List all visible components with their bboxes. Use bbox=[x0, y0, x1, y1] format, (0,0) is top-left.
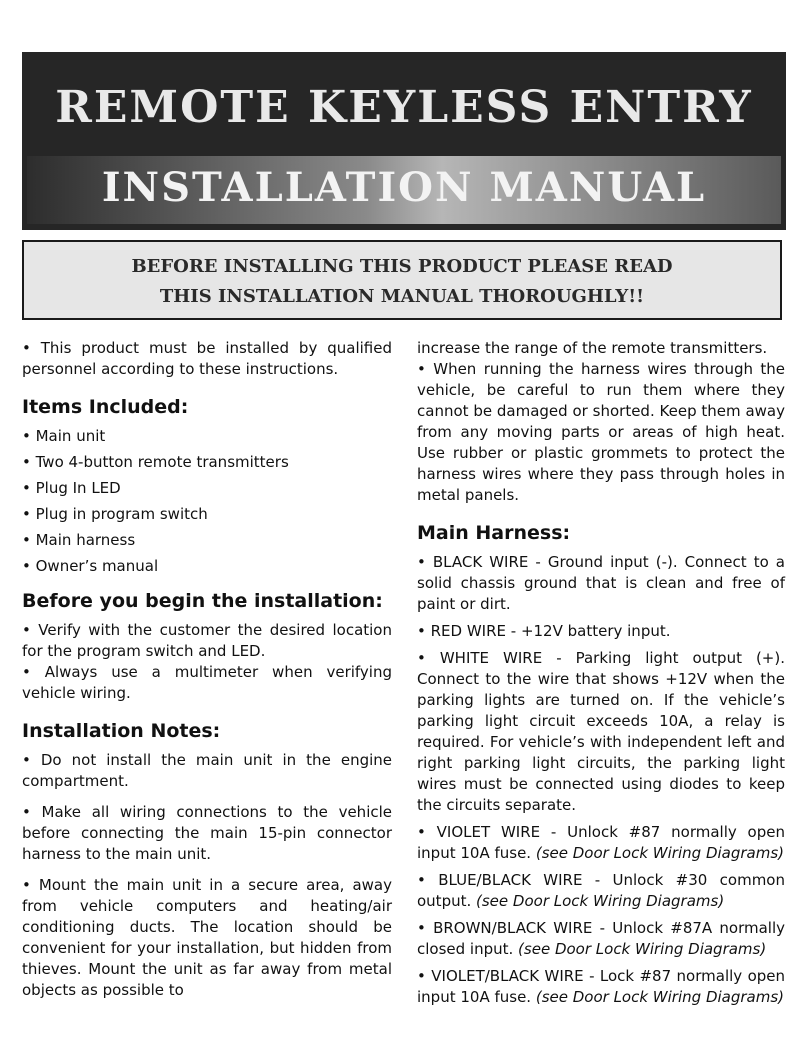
wire-item bbox=[417, 870, 785, 912]
notice-line-2: THIS INSTALLATION MANUAL THOROUGHLY!! bbox=[159, 286, 645, 307]
list-item: • Verify with the customer the desired location for the program switch and LED. bbox=[22, 621, 392, 660]
items-heading: Items Included: bbox=[22, 396, 189, 418]
title-banner bbox=[22, 52, 786, 230]
diagram-reference: (see Door Lock Wiring Diagrams) bbox=[518, 940, 767, 958]
manual-title: REMOTE KEYLESS ENTRY bbox=[55, 82, 753, 133]
list-item: • Main unit bbox=[22, 427, 106, 445]
list-item: • Main harness bbox=[22, 531, 136, 549]
list-item: • Always use a multimeter when verifying vehicle wiring. bbox=[22, 663, 392, 702]
wire-item: • RED WIRE - +12V battery input. bbox=[417, 622, 671, 640]
notice-line-1: BEFORE INSTALLING THIS PRODUCT PLEASE READ bbox=[131, 256, 673, 277]
harness-heading: Main Harness: bbox=[417, 522, 571, 544]
list-item: • Plug In LED bbox=[22, 479, 121, 497]
list-item: • Owner’s manual bbox=[22, 557, 159, 575]
diagram-reference: (see Door Lock Wiring Diagrams) bbox=[535, 988, 785, 1006]
wire-text: • BLUE/BLACK WIRE - Unlock #30 common output. bbox=[417, 871, 785, 910]
wire-item bbox=[417, 918, 785, 960]
continued-text: increase the range of the remote transmitters. bbox=[417, 339, 768, 357]
intro-paragraph: • This product must be installed by qualified personnel according to these instructions. bbox=[22, 339, 392, 378]
list-item: • Two 4-button remote transmitters bbox=[22, 453, 289, 471]
list-item: • Do not install the main unit in the engine compartment. bbox=[22, 751, 392, 790]
diagram-reference: (see Door Lock Wiring Diagrams) bbox=[476, 892, 725, 910]
subtitle-band bbox=[27, 156, 781, 224]
right-column bbox=[417, 338, 785, 1008]
left-column bbox=[22, 338, 392, 1001]
list-item: • Mount the main unit in a secure area, away from vehicle computers and heating/air conditioning ducts. The location should be convenient for your installation, but hidden from thieves. Mount the unit as far away from metal objects as possible to bbox=[22, 876, 392, 999]
wire-item bbox=[417, 822, 785, 864]
wire-item: • WHITE WIRE - Parking light output (+). Connect to the wire that shows +12V when the parking lights are turned on. If the vehicle’s parking light circuit exceeds 10A, a relay is required. For vehicle’s with independent left and right parking light circuits, the parking light wires must be connected using diodes to keep the circuits separate. bbox=[417, 649, 785, 814]
wire-text: • VIOLET WIRE - Unlock #87 normally open input 10A fuse. bbox=[417, 823, 785, 862]
harness-routing-note: • When running the harness wires through the vehicle, be careful to run them where they cannot be damaged or shorted. Keep them away from any moving parts or areas of high heat. Use rubber or plastic grommets to protect the harness wires where they pass through holes in metal panels. bbox=[417, 360, 785, 504]
list-item: • Plug in program switch bbox=[22, 505, 208, 523]
before-heading: Before you begin the installation: bbox=[22, 590, 383, 612]
diagram-reference: (see Door Lock Wiring Diagrams) bbox=[535, 844, 785, 862]
wire-item bbox=[417, 966, 785, 1008]
wire-item: • BLACK WIRE - Ground input (-). Connect to a solid chassis ground that is clean and free of paint or dirt. bbox=[417, 553, 785, 613]
wire-text: • BROWN/BLACK WIRE - Unlock #87A normally closed input. bbox=[417, 919, 785, 958]
warning-notice bbox=[22, 240, 782, 320]
manual-subtitle: INSTALLATION MANUAL bbox=[101, 164, 707, 211]
notes-heading: Installation Notes: bbox=[22, 720, 221, 742]
list-item: • Make all wiring connections to the vehicle before connecting the main 15-pin connector harness to the main unit. bbox=[22, 803, 392, 863]
wire-text: • VIOLET/BLACK WIRE - Lock #87 normally open input 10A fuse. bbox=[417, 967, 785, 1006]
